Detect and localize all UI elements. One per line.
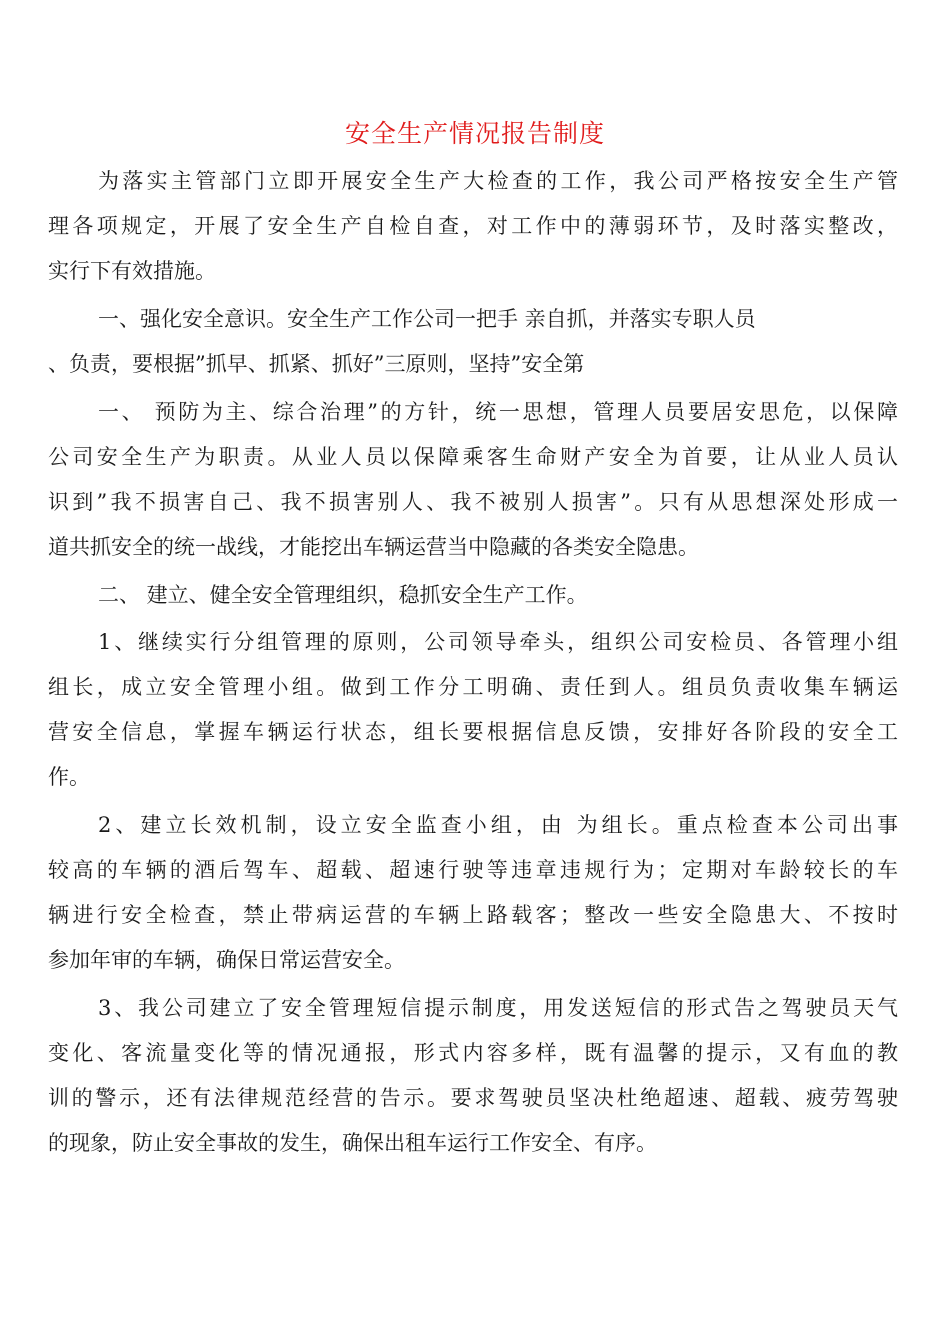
paragraph-line: 1、继续实行分组管理的原则，公司领导牵头，组织公司安检员、各管理小组 [98,630,898,654]
paragraph-line: 组长，成立安全管理小组。做到工作分工明确、责任到人。组员负责收集车辆运 [48,675,898,699]
paragraph-line: 3、我公司建立了安全管理短信提示制度，用发送短信的形式告之驾驶员天气 [98,996,898,1020]
paragraph-line: 识到”我不损害自己、我不损害别人、我不被别人损害”。只有从思想深处形成一 [48,490,898,514]
paragraph-line: 的现象，防止安全事故的发生，确保出租车运行工作安全、有序。 [48,1131,657,1155]
paragraph-line: 训的警示，还有法律规范经营的告示。要求驾驶员坚决杜绝超速、超载、疲劳驾驶 [48,1086,898,1110]
paragraph-line: 变化、客流量变化等的情况通报，形式内容多样，既有温馨的提示，又有血的教 [48,1041,898,1065]
paragraph-line: 公司安全生产为职责。从业人员以保障乘客生命财产安全为首要，让从业人员认 [48,445,898,469]
paragraph-line: 、负责，要根据”抓早、抓紧、抓好”三原则，坚持”安全第 [48,352,585,376]
paragraph-line: 参加年审的车辆，确保日常运营安全。 [48,948,405,972]
paragraph-line: 2、建立长效机制，设立安全监查小组，由 为组长。重点检查本公司出事 [98,813,898,837]
paragraph-line: 道共抓安全的统一战线，才能挖出车辆运营当中隐藏的各类安全隐患。 [48,535,699,559]
paragraph-line: 实行下有效措施。 [48,259,216,283]
paragraph-line: 作。 [48,765,90,789]
paragraph-line: 较高的车辆的酒后驾车、超载、超速行驶等违章违规行为；定期对车龄较长的车 [48,858,898,882]
document-title: 安全生产情况报告制度 [344,119,605,148]
paragraph-line: 为落实主管部门立即开展安全生产大检查的工作，我公司严格按安全生产管 [98,169,898,193]
paragraph-line: 一、强化安全意识。安全生产工作公司一把手 亲自抓，并落实专职人员 [98,307,756,331]
paragraph-line: 营安全信息，掌握车辆运行状态，组长要根据信息反馈，安排好各阶段的安全工 [48,720,898,744]
paragraph-line: 一、 预防为主、综合治理”的方针，统一思想，管理人员要居安思危，以保障 [98,400,898,424]
paragraph-line: 理各项规定，开展了安全生产自检自查，对工作中的薄弱环节，及时落实整改， [48,214,898,238]
paragraph-line: 二、 建立、健全安全管理组织，稳抓安全生产工作。 [98,583,588,607]
paragraph-line: 辆进行安全检查，禁止带病运营的车辆上路载客；整改一些安全隐患大、不按时 [48,903,898,927]
